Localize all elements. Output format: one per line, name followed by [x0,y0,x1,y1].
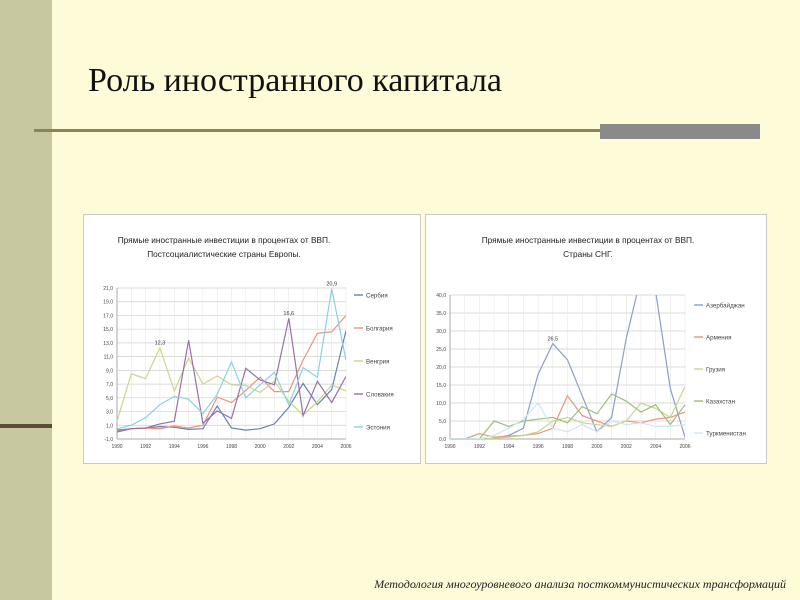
title-rule-block [600,124,760,139]
y-tick-label: 30,0 [436,329,446,335]
x-tick-label: 1998 [561,444,574,450]
y-tick-label: 19,0 [103,299,113,306]
chart-cis [425,214,767,464]
legend-entry: Казахстан [706,398,735,406]
slide-footer: Методология многоуровневого анализа посткоммунистических трансформаций [374,577,786,591]
y-tick-label: -1,0 [104,437,113,443]
y-tick-label: 25,0 [436,347,446,353]
left-band-accent [0,424,52,428]
y-tick-label: 40,0 [436,293,446,299]
y-tick-label: 15,0 [436,383,446,389]
chart-subtitle: Страны СНГ. [563,249,613,259]
chart-europe-svg [84,215,420,463]
x-tick-label: 1996 [532,444,544,450]
data-label: 26,5 [547,336,559,343]
x-tick-label: 2006 [340,444,352,450]
legend-entry: Туркменистан [706,430,746,438]
x-tick-label: 2004 [650,444,662,450]
x-tick-label: 2006 [679,444,691,450]
legend-entry: Сербия [366,292,388,300]
x-tick-label: 2002 [283,444,295,450]
x-tick-label: 1996 [197,444,209,450]
chart-subtitle: Постсоциалистические страны Европы. [147,249,301,259]
x-tick-label: 1990 [111,444,123,450]
data-label: 16,6 [283,311,295,318]
y-tick-label: 1,0 [106,423,113,430]
x-tick-label: 2000 [254,444,266,450]
y-tick-label: 3,0 [106,409,113,416]
legend-entry: Грузия [706,366,726,374]
x-tick-label: 1994 [168,444,180,450]
x-tick-label: 1992 [140,444,152,450]
y-tick-label: 21,0 [103,286,113,292]
legend-entry: Армения [706,334,732,342]
y-tick-label: 35,0 [436,311,446,317]
x-tick-label: 1994 [503,444,515,450]
legend-entry: Эстония [366,424,390,432]
legend-entry: Словакия [366,391,394,399]
y-tick-label: 17,0 [103,313,113,320]
x-tick-label: 2002 [620,444,632,450]
data-label: 12,3 [154,340,166,347]
y-tick-label: 5,0 [106,395,113,402]
chart-cis-svg [426,215,766,463]
chart-title: Прямые иностранные инвестиции в процентах от ВВП. [481,235,695,245]
y-tick-label: 15,0 [103,327,113,334]
x-tick-label: 1992 [473,444,485,450]
x-tick-label: 1990 [444,444,456,450]
x-tick-label: 2000 [591,444,603,450]
y-tick-label: 0,0 [439,437,446,443]
legend-entry: Болгария [366,325,393,333]
left-decorative-band [0,0,52,600]
chart-title: Прямые иностранные инвестиции в процентах от ВВП. [117,235,331,245]
x-tick-label: 1998 [225,444,238,450]
title-underline [34,129,600,132]
y-tick-label: 9,0 [106,368,113,375]
legend-entry: Азербайджан [706,302,745,310]
y-tick-label: 20,0 [436,365,446,371]
y-tick-label: 10,0 [436,401,446,407]
data-label: 20,9 [326,281,338,288]
y-tick-label: 11,0 [103,354,113,361]
slide-title: Роль иностранного капитала [88,62,503,99]
x-tick-label: 2004 [311,444,323,450]
y-tick-label: 13,0 [103,340,113,347]
y-tick-label: 7,0 [106,382,113,389]
chart-europe [83,214,421,464]
y-tick-label: 5,0 [439,419,446,425]
legend-entry: Венгрия [366,358,390,366]
